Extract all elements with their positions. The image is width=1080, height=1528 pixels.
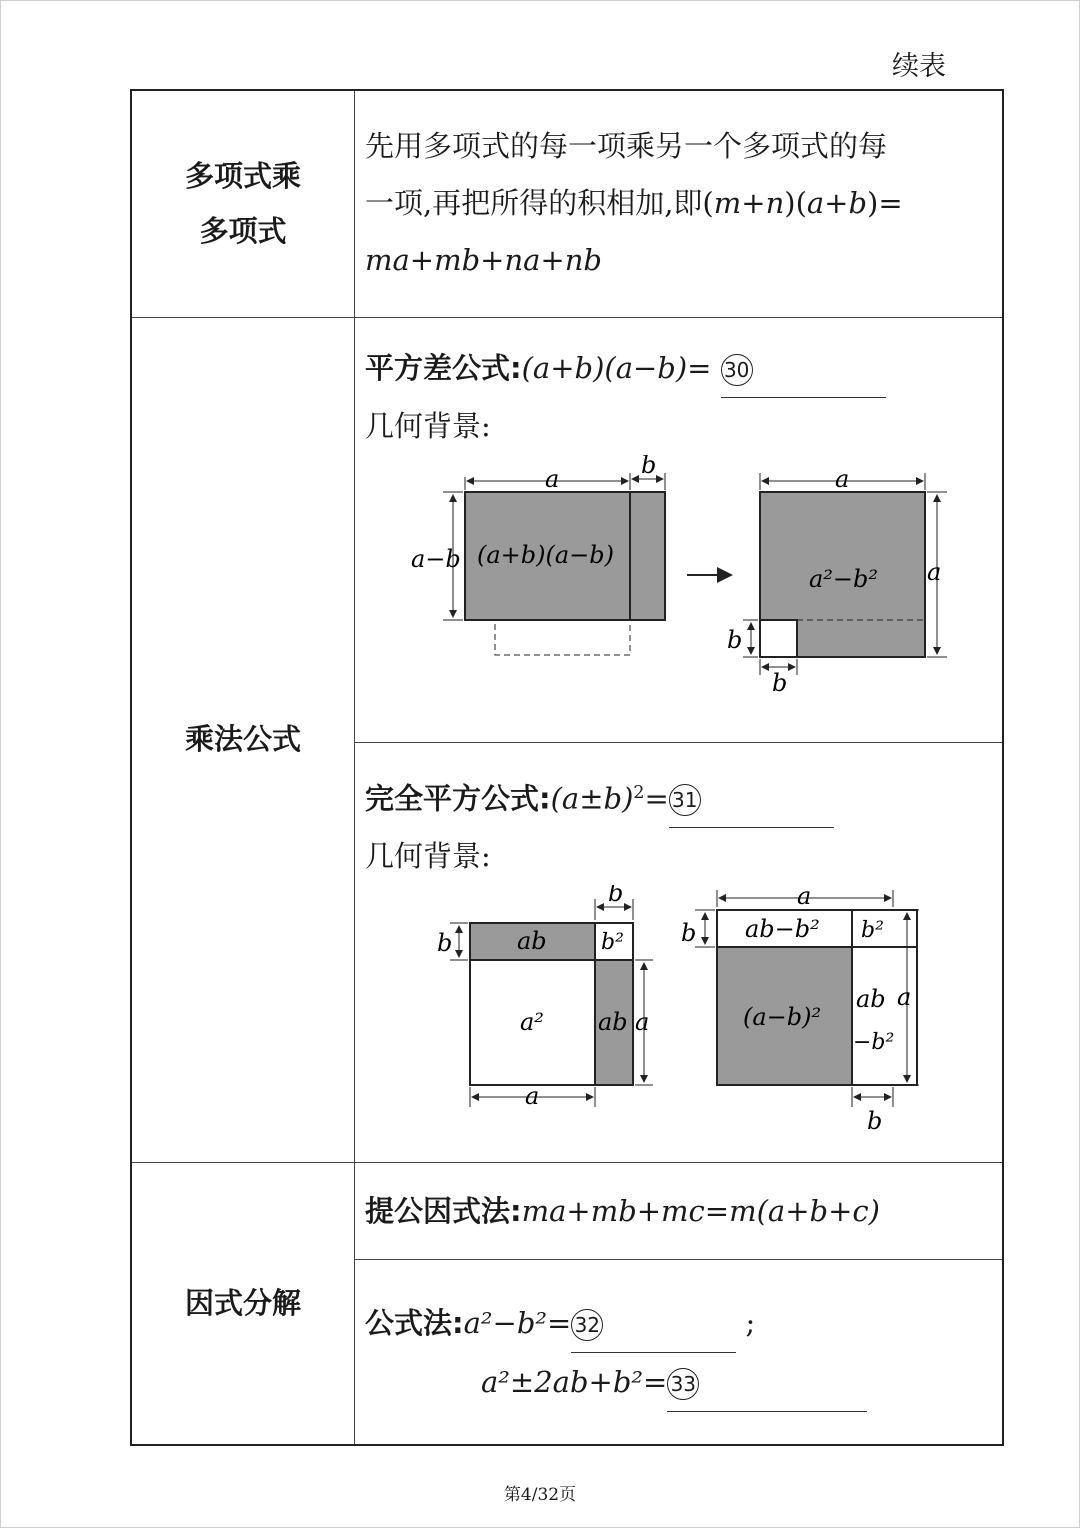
fig3-ab-right: ab xyxy=(598,1008,628,1037)
fig2-top-a: a xyxy=(835,464,850,493)
perfect-square-figure xyxy=(395,885,1035,1155)
fig3-ab-top: ab xyxy=(517,927,547,956)
diff-squares-cell: 平方差公式:(a+b)(a−b)= 30 几何背景: a b a−b (a+b)(a−b) a a a²−b² b b xyxy=(355,317,1004,742)
fig1-top-b: b xyxy=(641,454,657,479)
page-number: 第4/32页 xyxy=(503,1485,577,1505)
fig4-bottom-b: b xyxy=(867,1107,883,1136)
fig4-left-b: b xyxy=(681,919,697,948)
fig4-inner: (a−b)² xyxy=(743,1003,822,1032)
fig3-b2: b² xyxy=(601,930,624,956)
answer-blank-30[interactable]: 30 xyxy=(721,340,886,398)
formula-table xyxy=(130,89,1004,1446)
fig1-inner: (a+b)(a−b) xyxy=(477,540,615,569)
fig4-b2: b² xyxy=(861,918,884,944)
answer-blank-32[interactable]: 32 xyxy=(571,1294,736,1353)
fig3-right-a: a xyxy=(635,1008,650,1037)
fig4-top-strip: ab−b² xyxy=(745,915,820,944)
perfect-square-cell: 完全平方公式$:(a\pm b)^2= 31$ 几何背景: ab b² a² ab b b a a ab−b² b² (a−b)² ab −b² a b a b xyxy=(355,742,1004,1163)
fig1-top-a: a xyxy=(545,464,560,493)
answer-blank-31[interactable]: 31 xyxy=(669,770,834,828)
fig4-right-strip-1: ab xyxy=(856,985,886,1014)
fig4-right-a: a xyxy=(897,983,912,1012)
row-factor-common xyxy=(131,1163,1003,1260)
fig3-bottom-a: a xyxy=(525,1082,540,1111)
label-poly-mult: 多项式乘 多项式 xyxy=(131,90,355,317)
fig2-small-b-bottom: b xyxy=(772,668,788,695)
fig4-right-strip-2: −b² xyxy=(853,1030,895,1056)
fig4-top-a: a xyxy=(797,885,812,911)
fig1-side: a−b xyxy=(411,544,461,573)
fig3-a2: a² xyxy=(520,1008,544,1037)
answer-blank-33[interactable]: 33 xyxy=(667,1353,867,1412)
label-mult-formula: 乘法公式 xyxy=(131,317,355,1163)
perfect-square-formula: 完全平方公式$:(a\pm b)^2= 31$ xyxy=(365,765,992,829)
fig3-top-b: b xyxy=(608,885,624,908)
fig2-inner: a²−b² xyxy=(809,564,879,593)
poly-mult-text: 先用多项式的每一项乘另一个多项式的每 一项,再把所得的积相加,即(m+n)(a+b)= ma+mb+na+nb xyxy=(355,90,1004,317)
formula-method-cell: 公式法:a²−b²= 32 ; a²±2ab+b²= 33 xyxy=(355,1260,1004,1445)
diff-squares-formula: 平方差公式:(a+b)(a−b)= 30 xyxy=(365,340,992,398)
label-factorization: 因式分解 xyxy=(131,1163,355,1445)
continued-label: 续表 xyxy=(892,51,946,82)
diff-squares-figure xyxy=(395,455,1035,695)
factor-common-cell: 提公因式法:ma+mb+mc=m(a+b+c) xyxy=(355,1163,1004,1260)
row-poly-mult xyxy=(131,90,1003,317)
fig2-small-b-left: b xyxy=(727,625,743,654)
fig2-side-a: a xyxy=(927,557,942,586)
row-diff-squares xyxy=(131,317,1003,742)
fig3-left-b: b xyxy=(437,929,453,958)
